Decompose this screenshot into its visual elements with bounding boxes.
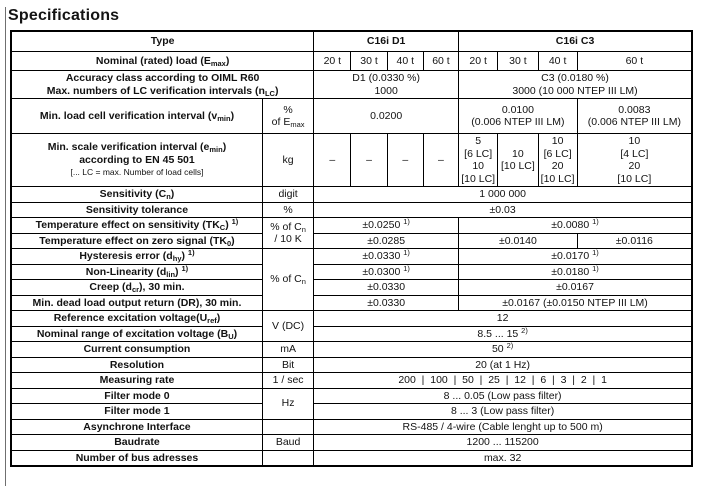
spec-cell: max. 32 bbox=[314, 450, 692, 466]
spec-cell: Nominal (rated) load $(E_{max})$ bbox=[11, 52, 314, 71]
spec-cell: 1 / sec bbox=[262, 373, 313, 389]
spec-cell: – bbox=[351, 134, 387, 187]
spec-cell: ±0.0330 $^{1)}$ bbox=[314, 249, 459, 265]
row-min-lc-verification-interval bbox=[11, 99, 692, 134]
row-sensitivity bbox=[11, 187, 692, 203]
spec-cell: 10 [10 LC] bbox=[498, 134, 538, 187]
row-measuring-rate bbox=[11, 373, 692, 389]
spec-cell: Sensitivity tolerance bbox=[11, 202, 262, 218]
row-accuracy-class bbox=[11, 71, 692, 99]
row-baudrate bbox=[11, 435, 692, 451]
row-non-linearity bbox=[11, 264, 692, 280]
spec-cell: 60 t bbox=[423, 52, 458, 71]
spec-cell: ±0.0116 bbox=[577, 233, 692, 249]
spec-cell: ±0.0180 $^{1)}$ bbox=[459, 264, 692, 280]
spec-cell: 8.5 ... 15 $^{2)}$ bbox=[314, 326, 692, 342]
spec-cell: Measuring rate bbox=[11, 373, 262, 389]
spec-cell: Resolution bbox=[11, 357, 262, 373]
spec-cell: Temperature effect on sensitivity $(TK_C)$ $^{1)}$ bbox=[11, 218, 262, 234]
spec-cell: RS-485 / 4-wire (Cable lenght up to 500 m) bbox=[314, 419, 692, 435]
spec-cell: 30 t bbox=[351, 52, 387, 71]
spec-cell: – bbox=[423, 134, 458, 187]
spec-table bbox=[10, 30, 693, 467]
spec-cell: ±0.0330 bbox=[314, 295, 459, 311]
spec-cell: V (DC) bbox=[262, 311, 313, 342]
row-resolution bbox=[11, 357, 692, 373]
row-current-consumption bbox=[11, 342, 692, 358]
spec-table-body bbox=[11, 31, 692, 466]
spec-cell: Baud bbox=[262, 435, 313, 451]
row-temp-effect-sensitivity bbox=[11, 218, 692, 234]
row-filter-mode-0 bbox=[11, 388, 692, 404]
row-nominal-load bbox=[11, 52, 692, 71]
spec-cell: ±0.03 bbox=[314, 202, 692, 218]
spec-cell: ±0.0330 bbox=[314, 280, 459, 296]
spec-cell: Min. scale verification interval $(e_{min})$ according to EN 45 501 [... LC = max. Number of load cells] bbox=[11, 134, 262, 187]
spec-cell: Asynchrone Interface bbox=[11, 419, 262, 435]
col-header-c16i-c3: C16i C3 bbox=[459, 31, 692, 52]
spec-cell: Reference excitation $voltage(U_{ref})$ bbox=[11, 311, 262, 327]
spec-cell: Current consumption bbox=[11, 342, 262, 358]
spec-cell: 5 [6 LC] 10 [10 LC] bbox=[459, 134, 498, 187]
row-bus-addresses bbox=[11, 450, 692, 466]
spec-cell: 12 bbox=[314, 311, 692, 327]
spec-cell: ±0.0167 (±0.0150 NTEP III LM) bbox=[459, 295, 692, 311]
spec-cell: Non-Linearity $(d_{lin})$ $^{1)}$ bbox=[11, 264, 262, 280]
spec-cell: ±0.0300 $^{1)}$ bbox=[314, 264, 459, 280]
row-temp-effect-zero bbox=[11, 233, 692, 249]
spec-cell: D1 (0.0330 %) 1000 bbox=[314, 71, 459, 99]
spec-cell: digit bbox=[262, 187, 313, 203]
spec-cell: ±0.0250 $^{1)}$ bbox=[314, 218, 459, 234]
spec-cell: % of $E_{max}$ bbox=[262, 99, 313, 134]
spec-cell: Filter mode 1 bbox=[11, 404, 262, 420]
spec-cell: 50 $^{2)}$ bbox=[314, 342, 692, 358]
row-hysteresis bbox=[11, 249, 692, 265]
row-filter-mode-1 bbox=[11, 404, 692, 420]
spec-cell bbox=[262, 419, 313, 435]
spec-cell: % of $C_n$ / 10 K bbox=[262, 218, 313, 249]
page-title: Specifications bbox=[8, 7, 120, 24]
spec-cell: 8 ... 3 (Low pass filter) bbox=[314, 404, 692, 420]
col-header-c16i-d1: C16i D1 bbox=[314, 31, 459, 52]
spec-cell bbox=[262, 450, 313, 466]
spec-cell: Temperature effect on zero signal $(TK_0)$ bbox=[11, 233, 262, 249]
spec-cell: Creep $(d_{cr})$, 30 min. bbox=[11, 280, 262, 296]
col-header-type: Type bbox=[11, 31, 314, 52]
spec-cell: 60 t bbox=[577, 52, 692, 71]
spec-cell: % of $C_n$ bbox=[262, 249, 313, 311]
row-header-type bbox=[11, 31, 692, 52]
spec-cell: Sensitivity $(C_n)$ bbox=[11, 187, 262, 203]
spec-cell: 0.0083 (0.006 NTEP III LM) bbox=[577, 99, 692, 134]
spec-cell: Min. dead load output return (DR), 30 min. bbox=[11, 295, 262, 311]
spec-cell: 10 [4 LC] 20 [10 LC] bbox=[577, 134, 692, 187]
spec-cell: Baudrate bbox=[11, 435, 262, 451]
spec-cell: – bbox=[314, 134, 351, 187]
spec-cell: Filter mode 0 bbox=[11, 388, 262, 404]
spec-cell: 20 t bbox=[459, 52, 498, 71]
row-reference-excitation-voltage bbox=[11, 311, 692, 327]
row-creep bbox=[11, 280, 692, 296]
spec-cell: – bbox=[387, 134, 423, 187]
spec-cell: 30 t bbox=[498, 52, 538, 71]
spec-cell: C3 (0.0180 %) 3000 (10 000 NTEP III LM) bbox=[459, 71, 692, 99]
spec-cell: ±0.0080 $^{1)}$ bbox=[459, 218, 692, 234]
row-dead-load-output-return bbox=[11, 295, 692, 311]
spec-cell: 10 [6 LC] 20 [10 LC] bbox=[538, 134, 577, 187]
row-excitation-voltage-range bbox=[11, 326, 692, 342]
spec-cell: Nominal range of excitation voltage $(B_U)$ bbox=[11, 326, 262, 342]
row-sensitivity-tolerance bbox=[11, 202, 692, 218]
spec-cell: 40 t bbox=[387, 52, 423, 71]
spec-cell: Accuracy class according to OIML R60 Max. numbers of LC verification intervals $(n_{LC})$ bbox=[11, 71, 314, 99]
row-min-scale-verification-interval bbox=[11, 134, 692, 187]
spec-cell: ±0.0167 bbox=[459, 280, 692, 296]
spec-cell: mA bbox=[262, 342, 313, 358]
spec-cell: 0.0200 bbox=[314, 99, 459, 134]
spec-cell: ±0.0170 $^{1)}$ bbox=[459, 249, 692, 265]
spec-cell: ±0.0285 bbox=[314, 233, 459, 249]
spec-cell: Number of bus adresses bbox=[11, 450, 262, 466]
spec-cell: kg bbox=[262, 134, 313, 187]
row-asynchrone-interface bbox=[11, 419, 692, 435]
spec-cell: % bbox=[262, 202, 313, 218]
spec-cell: Hz bbox=[262, 388, 313, 419]
spec-cell: Min. load cell verification interval $(v_{min})$ bbox=[11, 99, 262, 134]
spec-cell: Hysteresis error $(d_{hy})$ $^{1)}$ bbox=[11, 249, 262, 265]
spec-cell: 40 t bbox=[538, 52, 577, 71]
spec-cell: 1200 ... 115200 bbox=[314, 435, 692, 451]
spec-cell: 1 000 000 bbox=[314, 187, 692, 203]
spec-cell: Bit bbox=[262, 357, 313, 373]
spec-cell: 200 | 100 | 50 | 25 | 12 | 6 | 3 | 2 | 1 bbox=[314, 373, 692, 389]
page-edge-line bbox=[5, 7, 6, 486]
spec-cell: 20 (at 1 Hz) bbox=[314, 357, 692, 373]
spec-cell: 8 ... 0.05 (Low pass filter) bbox=[314, 388, 692, 404]
spec-cell: ±0.0140 bbox=[459, 233, 578, 249]
spec-cell: 0.0100 (0.006 NTEP III LM) bbox=[459, 99, 578, 134]
spec-cell: 20 t bbox=[314, 52, 351, 71]
